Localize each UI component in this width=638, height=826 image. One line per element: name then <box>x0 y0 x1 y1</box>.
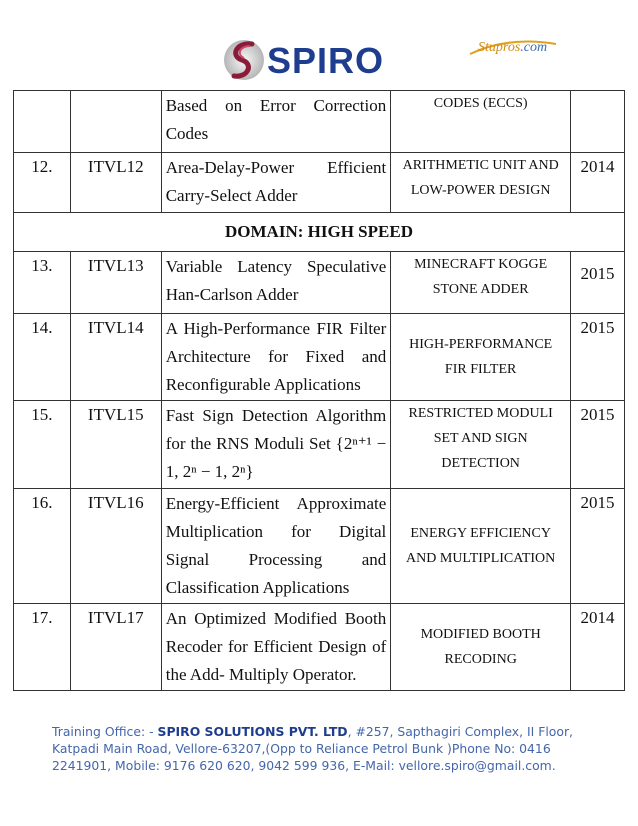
project-table <box>13 90 625 691</box>
code-cell: ITVL17 <box>70 604 161 691</box>
code-cell: ITVL16 <box>70 489 161 604</box>
domain-cell: CODES (ECCS) <box>391 91 571 153</box>
year-cell: 2015 <box>571 489 625 604</box>
domain-cell: HIGH-PERFORMANCE FIR FILTER <box>391 314 571 401</box>
page-footer <box>52 723 592 774</box>
table-row <box>14 252 625 314</box>
table-row <box>14 489 625 604</box>
title-cell: Fast Sign Detection Algorithm for the RNS Moduli Set {2ⁿ⁺¹ − 1, 2ⁿ − 1, 2ⁿ} <box>161 401 391 489</box>
domain-cell: MINECRAFT KOGGE STONE ADDER <box>391 252 571 314</box>
spiro-logo <box>222 36 385 84</box>
num-cell: 15. <box>14 401 71 489</box>
num-cell <box>14 91 71 153</box>
num-cell: 14. <box>14 314 71 401</box>
code-cell: ITVL14 <box>70 314 161 401</box>
spiro-swirl-icon <box>222 36 266 84</box>
domain-cell: ARITHMETIC UNIT AND LOW-POWER DESIGN <box>391 153 571 213</box>
title-cell: Based on Error Correction Codes <box>161 91 391 153</box>
year-cell: 2015 <box>571 252 625 314</box>
table-row <box>14 604 625 691</box>
stupros-logo <box>468 38 558 60</box>
code-cell: ITVL12 <box>70 153 161 213</box>
footer-company: SPIRO SOLUTIONS PVT. LTD <box>157 724 348 739</box>
domain-cell: RESTRICTED MODULI SET AND SIGN DETECTION <box>391 401 571 489</box>
footer-address: , #257, Sapthagiri Complex, II Floor, Katpadi Main Road, Vellore-63207,(Opp to Reliance Petrol Bunk )Phone No: 0416 2241901, Mobile: 9176 620 620, 9042 599 936, E-Mail: vellore.spiro@gmail.com. <box>52 724 573 773</box>
page-header <box>0 0 638 92</box>
year-cell: 2014 <box>571 153 625 213</box>
num-cell: 16. <box>14 489 71 604</box>
num-cell: 17. <box>14 604 71 691</box>
domain-cell: MODIFIED BOOTH RECODING <box>391 604 571 691</box>
domain-cell: ENERGY EFFICIENCY AND MULTIPLICATION <box>391 489 571 604</box>
table-row <box>14 91 625 153</box>
year-cell <box>571 91 625 153</box>
title-cell: Variable Latency Speculative Han-Carlson Adder <box>161 252 391 314</box>
table-row <box>14 314 625 401</box>
title-cell: An Optimized Modified Booth Recoder for Efficient Design of the Add- Multiply Operator. <box>161 604 391 691</box>
section-row <box>14 213 625 252</box>
code-cell: ITVL15 <box>70 401 161 489</box>
title-cell: A High-Performance FIR Filter Architecture for Fixed and Reconfigurable Applications <box>161 314 391 401</box>
code-cell <box>70 91 161 153</box>
stupros-text: Stupros.com <box>478 40 548 55</box>
code-cell: ITVL13 <box>70 252 161 314</box>
num-cell: 12. <box>14 153 71 213</box>
table-row <box>14 401 625 489</box>
title-cell: Energy-Efficient Approximate Multiplication for Digital Signal Processing and Classification Applications <box>161 489 391 604</box>
brand-name: SPIRO <box>267 40 385 81</box>
table-row <box>14 153 625 213</box>
title-cell: Area-Delay-Power Efficient Carry-Select Adder <box>161 153 391 213</box>
year-cell: 2015 <box>571 314 625 401</box>
footer-prefix: Training Office: - <box>52 724 158 739</box>
section-heading: DOMAIN: HIGH SPEED <box>14 213 625 252</box>
year-cell: 2015 <box>571 401 625 489</box>
num-cell: 13. <box>14 252 71 314</box>
year-cell: 2014 <box>571 604 625 691</box>
